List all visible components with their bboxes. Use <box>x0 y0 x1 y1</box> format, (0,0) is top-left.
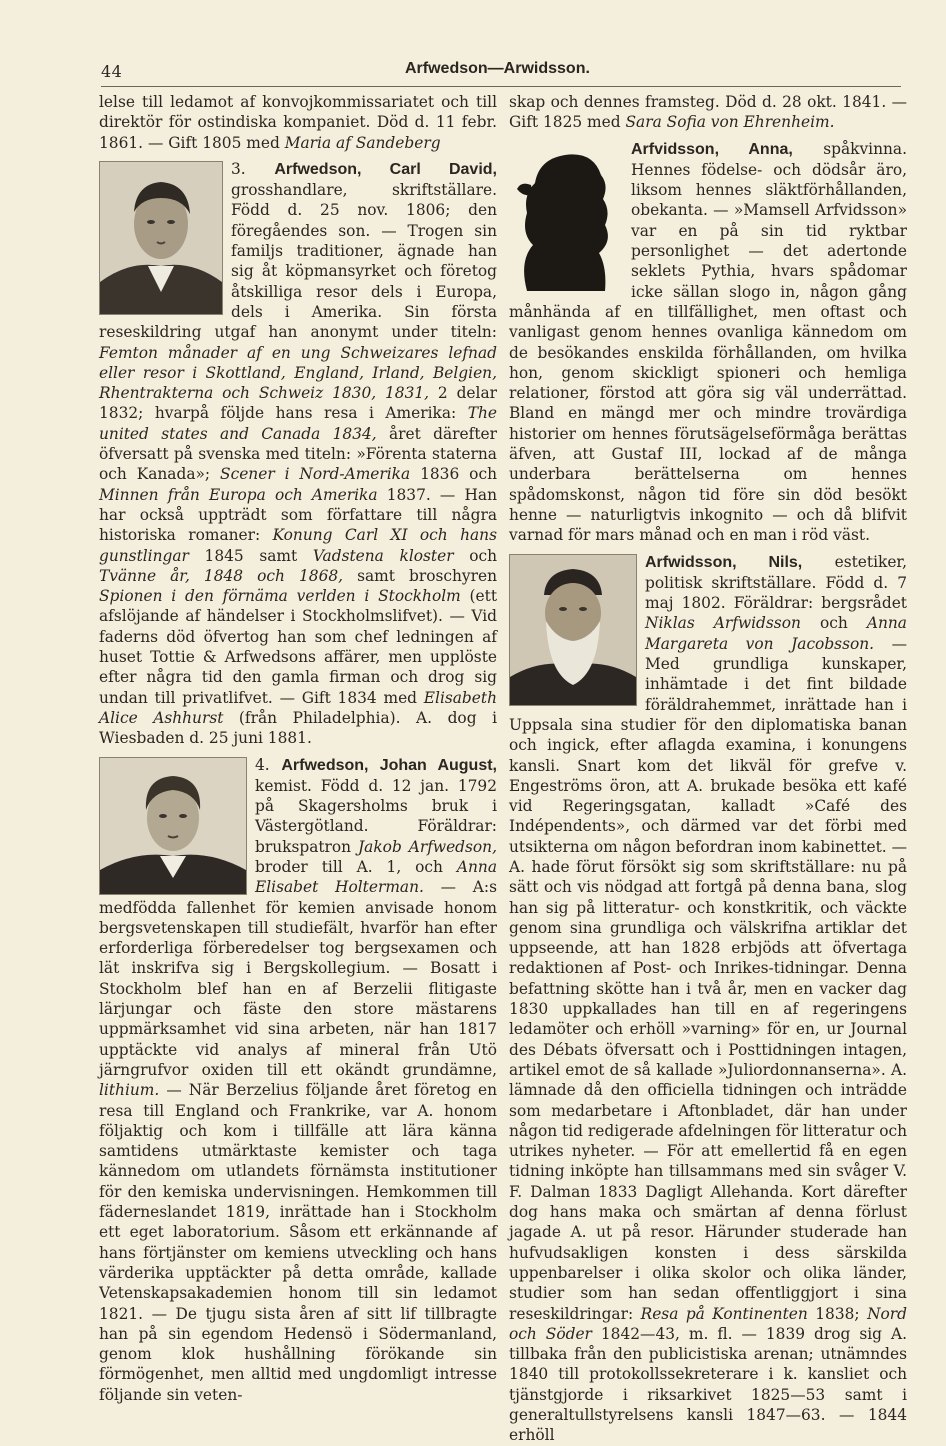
left-column <box>99 92 497 1405</box>
parent-name: Niklas Arfwidsson <box>645 614 801 633</box>
book-title: Vadstena kloster <box>312 546 454 565</box>
spouse-name: Maria af Sandeberg <box>284 133 441 152</box>
running-head: Arfwedson—Arwidsson. <box>405 60 590 77</box>
parent-name: Anna Margareta von Jacobsson. <box>645 614 907 653</box>
book-title: Minnen från Europa och Amerika <box>99 485 378 504</box>
book-title: Tvänne år, 1848 och 1868, <box>99 566 344 585</box>
entry-text: 1837. — Han har också uppträdt som författare till några historiska romaner: <box>99 485 497 545</box>
portrait-johan-august-image <box>100 758 246 894</box>
entry-text: broder till A. 1, och <box>255 857 457 876</box>
book-title: Nord och Söder <box>509 1304 908 1343</box>
page-number: 44 <box>101 62 123 81</box>
paragraph-text: skap och dennes framsteg. Död d. 28 okt. 1841. — Gift 1825 med <box>509 93 907 132</box>
entry-text: estetiker, politisk skriftställare. Född d. 7 maj 1802. Föräldrar: bergsrådet <box>645 552 907 613</box>
entry-name: Arfwedson, Carl David, <box>274 160 497 178</box>
book-title: Resa på Kontinenten <box>640 1304 808 1323</box>
entry-anna-arfvidsson <box>509 139 907 546</box>
entry-text: samt broschyren <box>343 566 497 585</box>
entry-name: Arfwedson, Johan August, <box>281 756 497 774</box>
book-title: Femton månader af en ung Schweizares lefnad eller resor i Skottland, England, Irland, Belgien, Rhentrakterna och Schweiz 1830, 1831, <box>99 343 497 403</box>
entry-text: 2 delar 1832; hvarpå följde hans resa i Amerika: <box>99 384 497 423</box>
entry-text: 1842—43, m. fl. — 1839 drog sig A. tillbaka från den publicistiska arenan; utnämndes 1840 till protokollssekreterare i k. kansliet och tjänstgjorde i riksarkivet 1825—53 samt i generaltullstyrelsens kansli 1847—63. — 1844 erhöll <box>509 1324 907 1445</box>
entry-text: 1836 och <box>410 465 497 484</box>
parent-name: Jakob Arfwedson, <box>358 837 497 856</box>
book-title: Spionen i den förnäma verlden i Stockholm <box>99 587 461 606</box>
entry-text: 1838; <box>807 1304 868 1323</box>
entry-text: 1845 samt <box>188 546 313 565</box>
book-title: Konung Carl XI och hans gunstlingar <box>99 526 497 565</box>
entry-text: kemist. Född d. 12 jan. 1792 på Skagersholms bruk i Västergötland. Föräldrar: brukspatron <box>255 776 497 856</box>
book-title: Scener i Nord-Amerika <box>220 465 411 484</box>
entry-name: Arfvidsson, Anna, <box>631 140 793 158</box>
portrait-nils <box>509 554 637 706</box>
portrait-carl-david-image <box>100 162 222 314</box>
portrait-carl-david <box>99 161 223 315</box>
right-column <box>509 92 907 1446</box>
entry-text: — När Berzelius följande året företog en resa till England och Frankrike, var A. honom följaktig och kom i tillfälle att lära känna samtidens utmärktaste kemister och taga kännedom om utlandets förnämsta institutioner för den kemiska undervisningen. Hemkommen till fäderneslandet 1819, inrättade han i Stockholm ett eget laboratorium. Såsom ett erkännande af hans förtjänster om kemiens utveckling och hans värderika upptäckter på detta område, kallade Vetenskapsakademien honom till sin ledamot 1821. — De tjugu sista åren af sitt lif tillbragte han på sin egendom Hedensö i Södermanland, genom klok hushållning förökande sin förmögenhet, men alltid med ungdomligt intresse följande sin veten- <box>99 1081 497 1404</box>
spouse-name: Elisabeth Alice Ashhurst <box>99 688 497 727</box>
entry-text: spåkvinna. Hennes födelse- och dödsår äro, liksom hennes släktförhållanden, obekanta. — »Mamsell Arfvidsson» var en på sin tid ryktbar personlighet — det adertonde seklets Pythia, hvars spådomar icke sällan slogo in, någon gång månhända af en tillfällighet, men oftast och vanligast genom hennes ovanliga kännedom om de besökandes enskilda förhållanden, om hvilka hon, genom skickligt spioneri och hemliga relationer, förstod att göra sig väl underrättad. Bland en mängd mer och mindre trovärdiga historier om hennes förutsägelseförmåga berättas äfven, att Gustaf III, lockad af de många underbara berättelserna om hennes spådomskonst, någon tid före sin död besökt henne — naturligtvis inkognito — och då blifvit varnad för mars månad och en man i röd väst. <box>509 139 907 545</box>
entry-text: (från Philadelphia). A. dog i Wiesbaden d. 25 juni 1881. <box>99 708 497 748</box>
entry-number: 3. <box>231 159 246 178</box>
entry-text: grosshandlare, skriftställare. Född d. 25 nov. 1806; den föregåendes son. — Trogen sin familjs traditioner, ägnade han sig åt köpmansyrket och företog åtskilliga resor dels i Europa, dels i Amerika. Sin första reseskildring utgaf han anonymt under titeln: <box>99 181 497 342</box>
entry-johan-august <box>99 755 497 1406</box>
continued-paragraph <box>509 92 907 133</box>
element-name: lithium. <box>99 1081 160 1100</box>
entry-text: (ett afslöjande af händelser i Stockholmslifvet). — Vid faderns död öfvertog han som chef ledningen af huset Tottie & Arfwedsons affärer, men upplöste efter några tid den gamla firman och drog sig undan till privatlifvet. — Gift 1834 med <box>99 587 498 707</box>
silhouette-anna <box>509 141 621 291</box>
entry-number: 4. <box>255 755 270 774</box>
paragraph-text: lelse till ledamot af konvojkommissariatet och till direktör för ostindiska kompaniet. Död d. 11 febr. 1861. — Gift 1805 med <box>99 93 497 152</box>
spouse-name: Sara Sofia von Ehrenheim. <box>625 113 835 132</box>
header-rule <box>101 86 901 87</box>
entry-text: och <box>453 546 497 565</box>
silhouette-anna-image <box>509 141 621 291</box>
book-title: The united states and Canada 1834, <box>99 404 497 443</box>
entry-nils-arfwidsson <box>509 552 907 1446</box>
entry-text: och <box>800 614 867 633</box>
continued-paragraph <box>99 92 497 153</box>
entry-text: — Med grundliga kunskaper, inhämtade i det fint bildade föräldrahemmet, inrättade han i Uppsala sina studier för den diplomatiska banan och ingick, efter aflagda examina, i konungens kansli. Snart kom det likväl för grefve v. Engeströms öron, att A. brukade besöka ett kafé vid Regeringsgatan, kalladt »Café des Indépendents», och därmed var det förbi med utsikterna om någon befordran inom kabinettet. — A. hade förut försökt sig som skriftställare: nu på sätt och vis nödgad att fortgå på denna bana, slog han sig på litteratur- och konstkritik, och väckte genom sina grundliga och välskrifna artiklar det uppseende, att han 1828 erbjöds att öfvertaga redaktionen af Post- och Inrikes-tidningar. Denna befattning skötte han i två år, men en vacker dag 1830 uppkallades han till en af regeringens ledamöter och erhöll »varning» för en, ur Journal des Débats öfversatt och i Posttidningen intagen, artikel emot de så kallade »Juliordonnanserna». A. lämnade då den officiella tidningen och inträdde som medarbetare i Aftonbladet, där han under någon tid redigerade afdelningen för litteratur och utrikes nyheter. — För att emellertid få en egen tidning inköpte han tillsammans med sin svåger V. F. Dalman 1833 Dagligt Allehanda. Kort därefter dog hans maka och smärtan af denna förlust jagade A. ut på resor. Härunder studerade han hufvudsakligen konsten i dess särskilda uppenbarelser i olika skolor och olika länder, studier som han sedan offentliggjort i sina reseskildringar: <box>509 634 907 1323</box>
portrait-nils-image <box>510 555 636 705</box>
entry-carl-david <box>99 159 497 749</box>
parent-name: Anna Elisabet Holterman. <box>255 857 497 897</box>
portrait-johan-august <box>99 757 247 895</box>
entry-text: — A:s medfödda fallenhet för kemien anvisade honom bergsvetenskapen till studiefält, hvarför han efter erforderliga förberedelser tog bergsexamen och lät inskrifva sig i Bergskollegium. — Bosatt i Stockholm blef han en af Berzelii flitigaste lärjungar och fäste den store mästarens uppmärksamhet vid sina arbeten, när han 1817 upptäckte vid analys af mineral från Utö järngrufvor oxiden till ett okändt grundämne, <box>99 878 497 1079</box>
entry-text: året därefter öfversatt på svenska med titeln: »Förenta staterna och Kanada»; <box>99 424 497 484</box>
entry-name: Arfwidsson, Nils, <box>645 553 803 571</box>
